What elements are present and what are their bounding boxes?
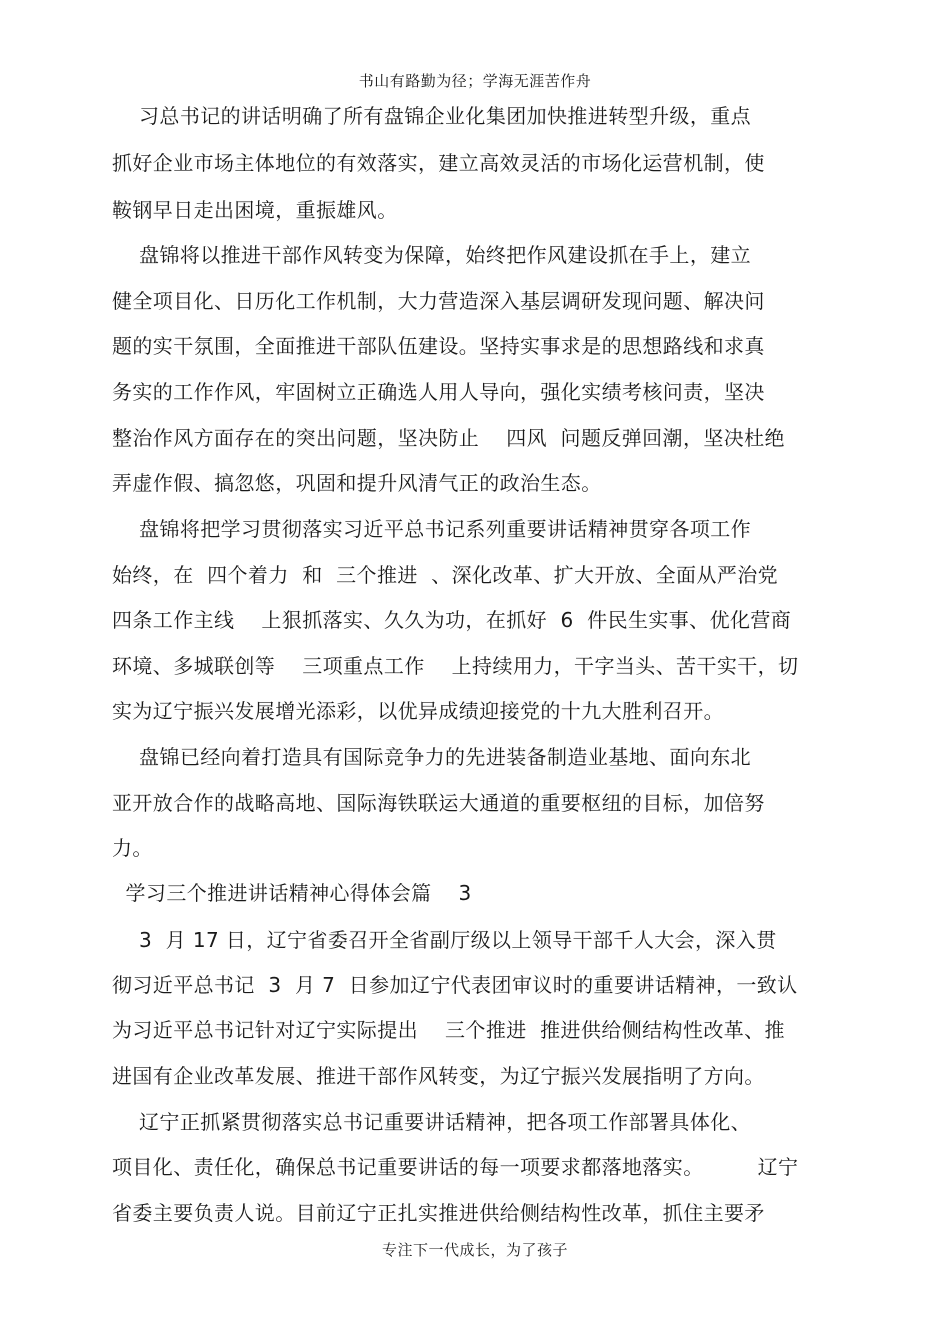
- text-line: 题的实干氛围，全面推进干部队伍建设。坚持实事求是的思想路线和求真: [112, 334, 765, 358]
- text-line: 鞍钢早日走出困境，重振雄风。: [112, 198, 398, 222]
- text-line: 环境、多城联创等 三项重点工作 上持续用力，干字当头、苦干实干，切: [112, 654, 799, 678]
- text-line: 省委主要负责人说。目前辽宁正扎实推进供给侧结构性改革，抓住主要矛: [112, 1201, 765, 1225]
- text-line: 进国有企业改革发展、推进干部作风转变，为辽宁振兴发展指明了方向。: [112, 1064, 765, 1088]
- text-line: 亚开放合作的战略高地、国际海铁联运大通道的重要枢纽的目标，加倍努: [112, 791, 765, 815]
- text-line: 健全项目化、日历化工作机制，大力营造深入基层调研发现问题、解决问: [112, 289, 765, 313]
- section-heading: 学习三个推进讲话精神心得体会篇 3: [112, 881, 472, 905]
- text-line: 辽宁正抓紧贯彻落实总书记重要讲话精神，把各项工作部署具体化、: [112, 1110, 752, 1134]
- text-line: 习总书记的讲话明确了所有盘锦企业化集团加快推进转型升级，重点: [112, 104, 752, 128]
- text-line: 实为辽宁振兴发展增光添彩，以优异成绩迎接党的十九大胜利召开。: [112, 699, 724, 723]
- text-line: 力。: [112, 836, 153, 860]
- text-line: 务实的工作作风，牢固树立正确选人用人导向，强化实绩考核问责，坚决: [112, 380, 765, 404]
- text-line: 项目化、责任化，确保总书记重要讲话的每一项要求都落地落实。 辽宁: [112, 1155, 799, 1179]
- text-line: 弄虚作假、搞忽悠，巩固和提升风清气正的政治生态。: [112, 471, 602, 495]
- text-line: 盘锦已经向着打造具有国际竞争力的先进装备制造业基地、面向东北: [112, 745, 752, 769]
- text-line: 抓好企业市场主体地位的有效落实，建立高效灵活的市场化运营机制，使: [112, 151, 765, 175]
- text-line: 始终，在 四个着力 和 三个推进 、深化改革、扩大开放、全面从严治党: [112, 563, 779, 587]
- text-line: 整治作风方面存在的突出问题，坚决防止 四风 问题反弹回潮，坚决杜绝: [112, 426, 785, 450]
- text-line: 3 月 17 日，辽宁省委召开全省副厅级以上领导干部千人大会，深入贯: [112, 928, 777, 952]
- text-line: 盘锦将以推进干部作风转变为保障，始终把作风建设抓在手上，建立: [112, 243, 752, 267]
- text-line: 盘锦将把学习贯彻落实习近平总书记系列重要讲话精神贯穿各项工作: [112, 517, 752, 541]
- page-header: 书山有路勤为径；学海无涯苦作舟: [358, 72, 592, 90]
- text-line: 为习近平总书记针对辽宁实际提出 三个推进 推进供给侧结构性改革、推: [112, 1018, 785, 1042]
- text-line: 彻习近平总书记 3 月 7 日参加辽宁代表团审议时的重要讲话精神，一致认: [112, 973, 798, 997]
- text-line: 四条工作主线 上狠抓落实、久久为功，在抓好 6 件民生实事、优化营商: [112, 608, 792, 632]
- page-footer: 专注下一代成长，为了孩子: [381, 1241, 568, 1259]
